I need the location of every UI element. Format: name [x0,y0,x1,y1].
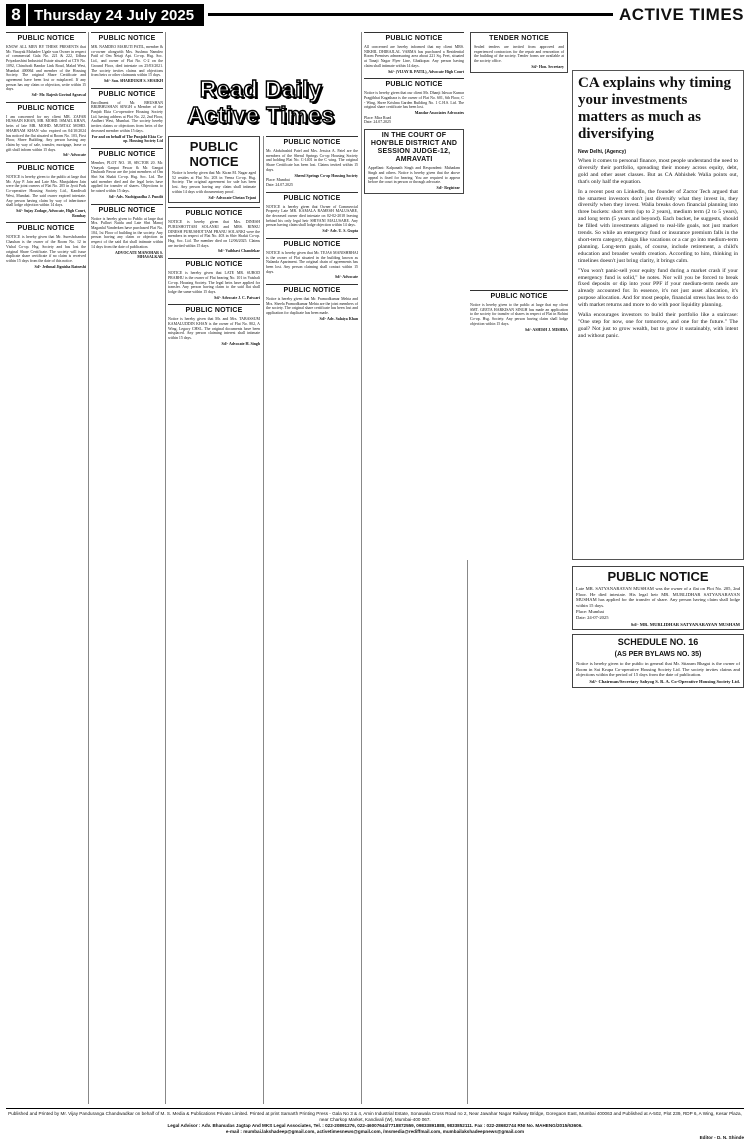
imprint-line-2: Legal Advisor : Adv. Bhanudas Jagtap And MKS Legal Associates, Tel. : 022-20891276, 022-46007644/7718872559, 09833891888, 9833852111. Fax : 022-28682744 RNI No. MAHENG/2015/63606. [167,1123,583,1128]
tender-heading: TENDER NOTICE [489,35,549,42]
public-notice [91,204,163,260]
schedule-subtitle: (AS PER BYLAWS NO. 35) [614,651,702,659]
notice-signature: Sd/- MR. MURLIDHAR SATYANARAYAN MUSHAM [630,621,740,627]
notice-heading: PUBLIC NOTICE [283,287,341,295]
notice-date: Date: 24.07.2025 [266,182,293,187]
notice-signature: Sd/- Sujay Zodage, Advocate, High Court, Bombay [16,208,86,218]
notice-signature: Sd/- Jethmal Jignisha Ratneshi [34,264,86,269]
tender-column [470,32,568,282]
public-notice [6,162,86,218]
notice-heading: PUBLIC NOTICE [17,104,75,112]
public-notice [364,78,464,125]
notice-heading: PUBLIC NOTICE [185,261,243,269]
public-notice [168,258,260,300]
notice-text: NOTICE is hereby given that LATE MR. SUBOD PRABHU is the owner of Flat bearing No. 101 in Vaishali Co-op. Housing Society. The legal heirs have applied for transfer. Any person having claim to the said flat shall lodge the same within 15 days. [168,271,260,294]
notice-date: Date: 24-07-2025 [576,614,609,620]
notice-signature: Sd/- Advocate [62,153,86,158]
notice-text: Notice is hereby given to Public at large that Mrs. Pallavi Naidu and Late Shri Manoj Maganlal Vanderken have purchased Flat No. 104, 1st Floor of building in the society. Any person having any claim or objection in respect of the said flat shall intimate within 14 days from the date of publication. [91,216,163,249]
notice-heading: PUBLIC NOTICE [17,35,75,42]
notice-heading: PUBLIC NOTICE [283,240,341,248]
notice-heading: PUBLIC NOTICE [98,150,156,158]
imprint-line-1: Published and Printed by Mr. Vijay Panduranga Chandwadkar on behalf of M. S. Media & Publications Private Limited. Printed at print Samarth Printing Press - Gala No 3 & 4, Amin Industrial Estate, Sonawala Cross Road no 2, Near Jawahar Nagar Railway Bridge, Goregaon East, Mumbai 400063 and Published at A-502, Plot 239, RDP 6, A Wing, Kesar Plaza, near Charkop Market, Kandivali (W), Mumbai-400 067. [8,1111,742,1122]
public-notice [266,238,358,280]
notice-heading: PUBLIC NOTICE [98,206,156,214]
editor-credit: Editor - D. N. Shinde [699,1135,744,1140]
article-paragraph: In a recent post on LinkedIn, the founder of Zactor Tech argued that the smartest investors don't just diversify what they invest in, they diversify when they invest. Walia breaks down financial planning into three buckets: short term (up to 2 years), medium term (2 to 5 years), and long term (5 years and beyond). Each bucket, he suggests, should be filled with investments aligned to real-life goals, not just market trends. So while an emergency fund or insurance premium falls in the short-term category, things like vacations or a car go into medium-term planning. Long-term goals, of course, include retirement, a child's education and broader wealth creation. According to him, thinking in timelines doesn't just bring clarity, it brings calm. [578,188,738,264]
column-6 [470,290,568,1104]
notice-signature: Sd/- Chairman/Secretary Sahyog S. R. A. Co-Operative Housing Society Ltd. [589,678,740,684]
masthead [6,4,744,26]
notice-heading: PUBLIC NOTICE [98,35,156,42]
notice-signature: Sd/- Adv. U. S. Gupta [322,229,358,234]
column-divider [361,32,362,1104]
page-number: 8 [6,4,26,26]
notice-signature: Sd/- (VIJAY B. PATIL), Advocate High Court [388,69,464,74]
notice-heading: PUBLIC NOTICE [189,139,239,169]
column-divider [263,136,264,1104]
notice-date: Date: 24.07.2025 [364,120,391,125]
notice-signature: Sd/- Sau. SHARDUKH S. SHAIKH [103,78,163,83]
public-notice [266,192,358,234]
notice-heading: PUBLIC NOTICE [185,307,243,315]
notice-signature: Sd/- Mr. Rajesh Govind Agrawal [31,93,86,98]
page-date: Thursday 24 July 2025 [28,4,204,26]
notice-text: Appellant: Kalpanath Singh and Respondent: Mahadam Singh and others. Notice is hereby given that the above appeal is fixed for hearing. You are required to appear before the court in person or through advocate. [368,166,460,185]
notice-heading: PUBLIC NOTICE [490,293,548,300]
notice-signature: Sd/- Advocate J. C. Patwari [214,295,260,300]
notice-heading: PUBLIC NOTICE [385,35,443,42]
tender-text: Sealed tenders are invited from approved and experienced contractors for the repair and renovation of the building of the society. Tender forms are available at the society office. [474,45,564,64]
notice-text: NOTICE is hereby given that Mr. TEJAS MANISHBHAI is the owner of Flat situated in the building known as Nalanda Apartment. The original chain of agreements has been lost. Any person claiming shall contact within 15 days. [266,250,358,274]
notice-heading: PUBLIC NOTICE [283,139,341,146]
notice-heading: PUBLIC NOTICE [283,194,341,202]
schedule-title: SCHEDULE NO. 16 [617,637,699,648]
notice-heading: PUBLIC NOTICE [385,81,443,89]
banner-line-1: Read Daily [199,76,323,102]
notice-text: Member, PLOT NO. 18, SECTOR 20. Mr. Vinayak Ganpat Pawar & Mr. Gangat Dashrath Pawar are the joint members of Om Shri Sai Shakti Co-op. Hsg. Soc. Ltd. The said member died and the legal heirs have applied for transfer of shares. Objections to be raised within 15 days. [91,160,163,194]
public-notice [470,290,568,332]
article-headline: CA explains why timing your investments matters as much as diversifying [578,75,731,142]
notice-heading: PUBLIC NOTICE [17,165,75,173]
column-divider [467,560,468,1104]
public-notice [6,32,86,98]
notice-text: NOTICE is hereby given that Mr. Sureshchandra Chauhan is the owner of the Room No. 12 in Vishal Co-op. Hsg. Society and has lost the original Share Certificate. The society will issue duplicate share certificate if no claim is received within 15 days from the date of this notice. [6,235,86,263]
finance-article [572,70,744,560]
imprint-footer [6,1108,744,1141]
notice-signature: Mandar Associates Advocates [414,111,464,116]
notice-text: Late MR. SATYANARAYAN MUSHAM was the owner of a flat on Plot No. 205, 2nd Floor. He died intestate. His legal heir MR. MURLIDHAR SATYANARAYAN MUSHAM has applied for the transfer of share. Any person having claim shall lodge within 15 days. [576,586,740,608]
notice-text: I am concerned for my client MR. ZAFAR HUSSAIN KHAN, MR. MOHD. ISMAIL KHAN, heirs of late MR. MOHD. MUMTAZ MOHD. SHABNAM KHAN who expired on 04/10/2024 has noticed the flat situated at Room No. 103, First Floor, Shree Building. Any person having any claim by way of sale, transfer, mortgage, lease or gift shall inform within 15 days. [6,114,86,152]
tender-notice [470,32,568,73]
banner-line-2: Active Times [187,102,335,128]
column-divider [88,32,89,1104]
notice-signature: Sd/- Adv. Salaiya Khan [319,316,358,321]
notice-text: Notice is hereby given to the public in general that Mr. Sitaram Bhagat is the owner of Room in Sai Krupa Co-operative Housing Society Ltd. The society invites claims and objections within the period of 15 days from the date of publication. [576,661,740,678]
masthead-rule [208,13,613,26]
column-5 [364,32,464,1104]
notice-signature: ADVOCATE MANOHAR S. MHASALKAR [115,250,163,260]
notice-signature: Sd/- Advocate Chetan Tejani [208,195,256,200]
court-notice [364,129,464,194]
notice-text: Notice is hereby given that Mr. Kiran M. Nagar aged 52 resides at Flat No. 203 in Veena Co-op. Hsg. Society. The original agreement for sale has been lost. Any person having any claim shall intimate within 14 days with documentary proof. [172,171,256,194]
public-notice [6,102,86,158]
imprint-emails: e-mail : mumbai.lakshadeep@gmail.com, activetimesnews@gmail.com, /msmedia@rediffmail.com, mumbailakshadeepnews@gmail.com [225,1129,525,1134]
column-3 [168,136,260,1104]
notice-heading: PUBLIC NOTICE [607,569,709,584]
notice-signature: Sd/- Adv. Nachiguadha J. Pundit [108,194,163,199]
notice-text: Notice is hereby given that Mr. and Mrs. TABASSUM KAMALUDDIN KHAN is the owner of Flat No. 802, A Wing, Legacy CHSL. The original documents have been misplaced. Any person claiming interest shall intimate within 15 days. [168,317,260,341]
notice-place: Place: Mumbai [266,178,290,183]
notice-text: NOTICE is hereby given that Mrs. DINESH PURUSHOTTAM SOLANKI and MRS. RINKU DINESH PURUSHOTTAM PRANU SOLANKI were the members in respect of Flat No. 403 in Shiv Shakti Co-op. Hsg. Soc. Ltd. The member died on 12/06/2025. Claims are invited within 15 days. [168,220,260,248]
public-notice [168,304,260,346]
notice-signature: Sherul Springs Co-op Housing Society [294,173,358,178]
notice-signature: Sd/- Registrar [436,185,460,190]
article-paragraph: When it comes to personal finance, most people understand the need to diversify their portfolio, spreading their money across equity, debt, gold and other asset classes. But as CA Abhishek Walia points out, that's only half the equation. [578,158,738,185]
notice-text: MR. NAMDEO MARUTI PATIL, member & co-owner alongwith Mrs. Sushma Namdeo Patil of Om Netaji Apt. Co-op. Hsg. Soc. Ltd., and owner of Flat No. C-2 on the Ground Floor, died intestate on 25/03/2021. The society invites claims and objections from heirs or other claimants within 15 days. [91,45,163,78]
public-notice [91,32,163,84]
public-notice [364,32,464,74]
public-notice [168,136,260,203]
article-paragraph: "You won't panic-sell your equity fund during a market crash if your emergency fund is solid," he notes. Nor will you be forced to break fixed deposits or dip into your PPF if your medium-term needs are already accounted for. In essence, it's not just asset allocation, it's purpose allocation. And for most people, financial stress has less to do with market returns and more to do with poor liquidity planning. [578,267,738,309]
notice-text: NOTICE is hereby given that Owner of Commercial Property Late MR. KAMALA RAMESH MALUSARE, the deceased owner died intestate on 02-02-2018 leaving behind his only legal heir SHIVANI MALUSARE. Any person having claim shall lodge objection within 14 days. [266,204,358,228]
notice-text: Notice is hereby given that Mr. Pramodkumar Mehta and Mrs. Sheela Pramodkumar Mehta are the joint members of the society. The original share certificate has been lost and application for duplicate has been made. [266,297,358,316]
notice-signature: Sd/- Advocate [334,275,358,280]
notice-text: Enrollment of Mr. BHUSHAN BRIJBHUSHAN SINGH a Member of the Panjab Ekta Co-operative Housing Society Ltd. having address at Plot No. 22, 2nd Floor, Andheri West, Mumbai. The society hereby invites claims or objections from heirs of the deceased member within 15 days. [91,100,163,133]
column-divider [165,32,166,1104]
court-heading: IN THE COURT OF HON'BLE DISTRICT AND SESSION JUDGE-12, AMRAVATI [370,132,458,164]
public-notice [6,222,86,269]
column-2 [91,32,163,1104]
notice-text: Mr. Abdulrashid Patel and Mrs. Jessica A. Patel are the members of the Sherul Springs Co-op Housing Society and holding Flat No. C-1401 in the C wing. The original Share Certificate has been lost. Claims invited within 15 days. [266,149,358,172]
column-7 [572,566,744,1104]
notice-place: Place: Mira Road [364,115,392,120]
notice-heading: PUBLIC NOTICE [98,90,156,98]
public-notice [266,136,358,188]
column-4 [266,136,358,1104]
paper-name: ACTIVE TIMES [618,5,744,24]
notice-text: KNOW ALL MEN BY THESE PRESENTS that Mr. Vinayak Mahadev Ugale was Owner in respect of commercial Gala No. 221 & 222, Udhna Priyadarshini Industrial Estate situated at CTS No. 1092, Chinchodi Bandar Link Road, Malad West, Mumbai 400064 and member of the Housing Society. The original Share Certificate and agreement have been lost or misplaced. If any person has any claim or objection, write within 15 days. [6,45,86,92]
notice-text: All concerned are hereby informed that my client MRS. NIKHIL DHIRAJLAL VARMA has purchased a Residential Room Premises admeasuring area about 221 Sq. Feet, situated at Tanaji Nagar Flyer Line, Ghatkopar. Any person having claim shall intimate within 14 days. [364,45,464,68]
notice-text: NOTICE is hereby given to the public at large that Mr. Ajay P. Jain and Late Mrs. Manjulaben Jain were the joint owners of Flat No. 205 in Jyoti Park Co-operative Housing Society Ltd., Kandivali West, Mumbai. The said owner expired intestate. Any person having claim by way of inheritance shall lodge objection within 14 days. [6,175,86,208]
public-notice [266,284,358,322]
schedule-notice [572,634,744,687]
notice-text: Notice is hereby given to the public at large that my client SMT. GEETA HARKISAN SINGH has made an application to the society for transfer of shares in respect of Flat in Rohini Co-op. Hsg. Society. Any person having claim shall lodge objection within 15 days. [470,303,568,326]
public-notice [91,148,163,200]
notice-heading: PUBLIC NOTICE [185,210,243,218]
public-notice [168,207,260,254]
notice-heading: PUBLIC NOTICE [17,225,75,233]
read-daily-banner [166,76,356,130]
notice-signature: Sd/- Advocate H. Singh [221,341,260,346]
article-dateline: New Delhi, (Agency) [578,149,627,155]
article-paragraph: Walia encourages investors to build their portfolio like a staircase: "One step for now, one for tomorrow, and one for the future." The goal? Not just to grow wealth, but to grow it sustainably, with intent and without panic. [578,312,738,339]
tender-signature: Sd/- Hon. Secretary [531,64,564,69]
notice-place: Place: Mumbai [576,609,604,615]
notice-signature: Sd/- Vaibhavi Chandekar [217,249,260,254]
notice-text: Notice is hereby given that our client Mr. Dhanji Ishwar Kumar Pragjibhai Kagathara is the owner of Flat No. 601, 6th Floor, C - Wing, Shree Krishna Garden Building No. 1 C.H.S. Ltd. The original share certificate has been lost. [364,91,464,110]
public-notice [572,566,744,630]
column-1 [6,32,86,1104]
notice-signature: For and on behalf of The Punjabi Ekta Co-op. Housing Society Ltd [91,134,163,144]
notice-signature: Sd/- ASHISH J. MISHRA [524,327,568,332]
public-notice [91,88,163,144]
